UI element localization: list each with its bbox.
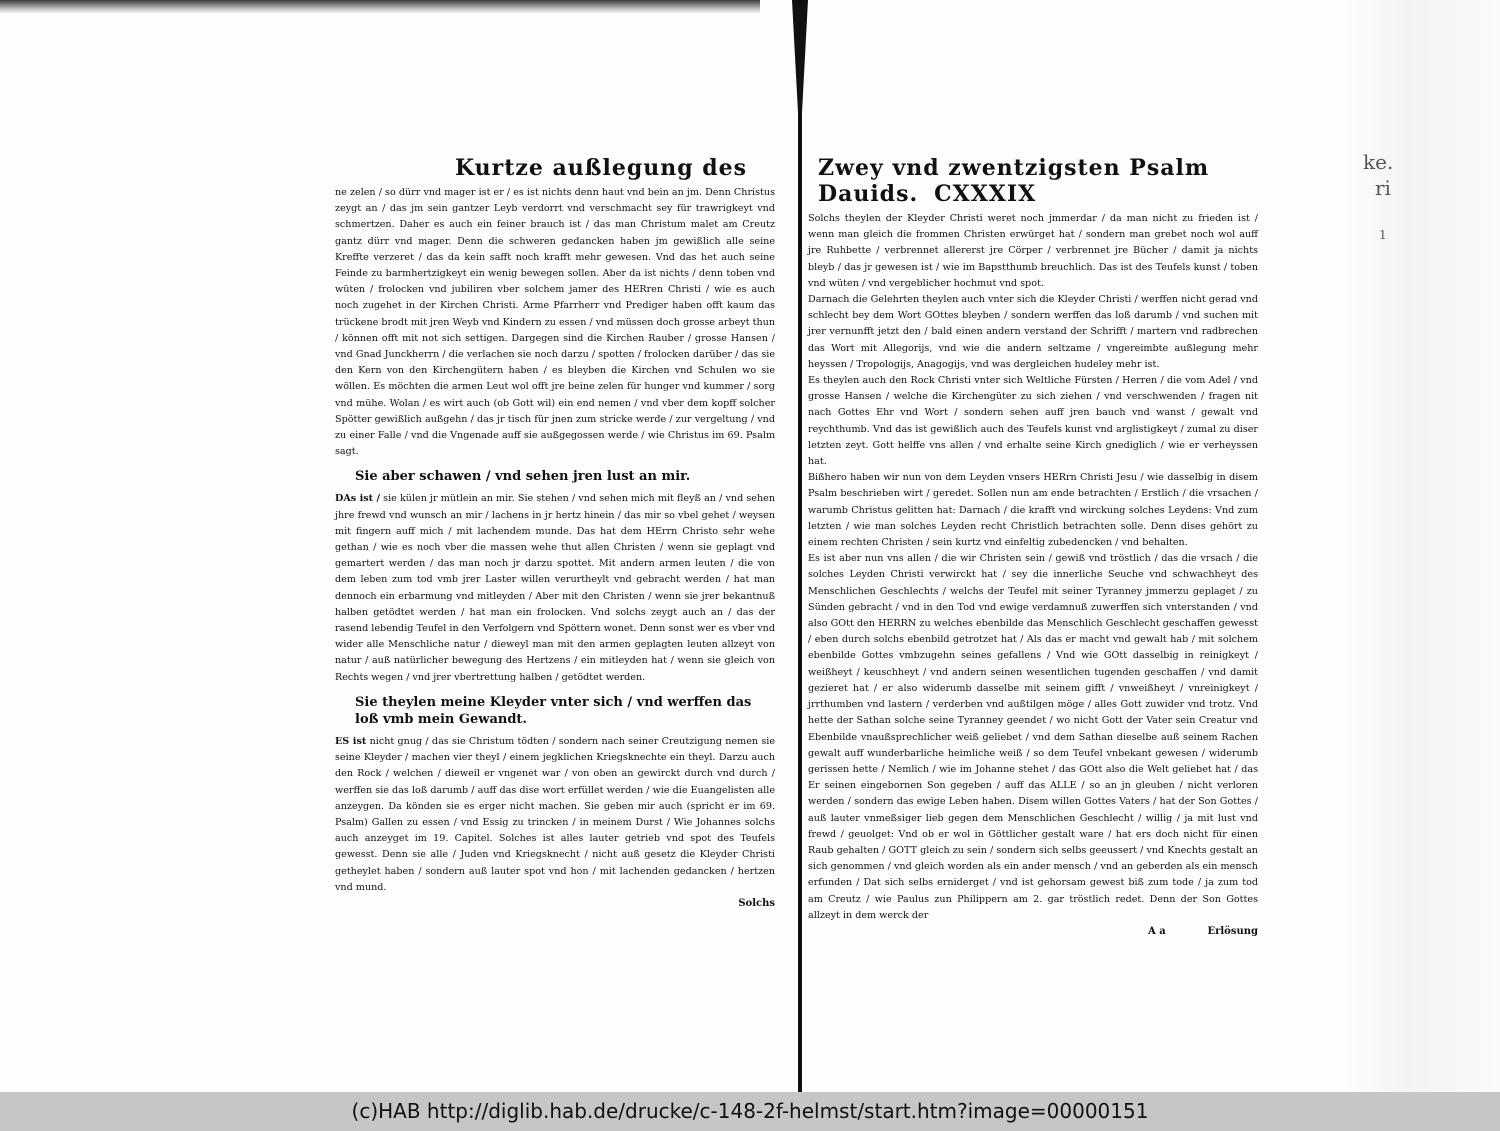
left-page xyxy=(335,155,775,909)
left-paragraph-1: ne zelen / so dürr vnd mager ist er / es ist nichts denn haut vnd bein an jm. Denn Christus zeygt an / das jm sein gantzer Leyb verdorrt vnd verschmacht sey für trawrigkeyt vnd schmertzen. Daher es auch ein feiner brauch ist / das man Christum malet am Creutz gantz dürr vnd mager. Denn die schweren gedancken haben jm gewißlich alle seine Kreffte verzeret / das da kein safft noch krafft mehr gewesen. Vnd das het auch seine Feinde zu barmhertzigkeyt ein wenig bewegen sollen. Aber da ist nichts / denn toben vnd wüten / frolocken vnd jubiliren vber solchem jamer des HERren Christi / wie es auch noch zugehet in der Kirchen Christi. Arme Pfarrherr vnd Prediger haben offt kaum das trückene brodt mit jren Weyb vnd Kindern zu essen / vnd müssen doch grosse arbeyt thun / können offt mit not sich settigen. Dargegen sind die Kirchen Rauber / grosse Hansen / vnd Gnad Junckherrn / die verlachen sie noch darzu / spotten / frolocken darüber / das sie den Kern von den Kirchengütern haben / es bleyben die Kirchen vnd Schulen wo sie wöllen. Es möchten die armen Leut wol offt jre beine zelen für hunger vnd kummer / sorg vnd mühe. Wolan / es wirt auch (ob Gott wil) ein end nemen / vnd vber dem kopff solcher Spötter gewißlich außgehn / das jr tisch für jnen zum stricke werde / zur vergeltung / vnd zu einer Falle / vnd die Vngenade auff sie außgegossen werde / wie Christus im 69. Psalm sagt. xyxy=(335,187,775,458)
left-running-header: Kurtze außlegung des xyxy=(455,155,748,181)
drop-initial-2: DAs ist / xyxy=(335,493,381,505)
left-paragraph-3-text: nicht gnug / das sie Christum tödten / sondern nach seiner Creutzigung nemen sie seine Kleyder / machen vier theyl / einem jegklichen Kriegsknechte ein theyl. Darzu auch den Rock / welchen / dieweil er vngenet war / von oben an gewirckt durch vnd durch / werffen sie das loß darumb / auff das dise wort erfüllet werden / wie die Euangelisten alle anzeygen. Da könden sie es erger nicht machen. Sie geben mir auch (spricht er im 69. Psalm) Gallen zu essen / vnd Essig zu trincken / in meinem Durst / Wie Johannes solchs auch anzeyget im 19. Capitel. Solches ist alles lauter getrieb vnd spot des Teufels gewesst. Denn sie alle / Juden vnd Kriegsknecht / nicht auß gesetz die Kleyder Christi getheylet haben / sondern auß lauter spot vnd hon / mit lachenden gedancken / hertzen vnd mund. xyxy=(335,735,775,893)
right-paragraph-3: Es theylen auch den Rock Christi vnter sich Weltliche Fürsten / Herren / die vom Adel / vnd grosse Hansen / welche die Kirchengüter zu sich ziehen / vnd verschwenden / fragen nit nach Gottes Ehr vnd Wort / sondern sehen auff jren bauch vnd wanst / gewalt vnd reychthumb. Vnd das ist gewißlich auch des Teufels kunst vnd arglistigkeyt / zumal zu diser letzten zeyt. Gott helffe vns allen / vnd erhalte seine Kirch gnediglich / wie er verheyssen hat. xyxy=(808,375,1258,468)
left-verse-heading-2: Sie theylen meine Kleyder vnter sich / vnd werffen das loß vmb mein Gewandt. xyxy=(355,694,752,727)
gutter-line xyxy=(798,60,802,1092)
right-paragraph-4: Bißhero haben wir nun von dem Leyden vnsers HERrn Christi Jesu / wie dasselbig in disem Psalm beschrieben wirt / geredet. Sollen nun am ende betrachten / Erstlich / die vrsachen / warumb Christus gelitten hat: Darnach / die krafft vnd wirckung solches Leydens: Vnd zum letzten / wie man solches Leyden recht Christlich betrachten solle. Denn dises gehört zu einem rechten Christen / sein kurtz vnd einfeltig zubedencken / vnd behalten. xyxy=(808,472,1258,549)
left-verse-heading-1: Sie aber schawen / vnd sehen jren lust an mir. xyxy=(355,469,691,485)
right-paragraph-2: Darnach die Gelehrten theylen auch vnter sich die Kleyder Christi / werffen nicht gerad vnd schlecht bey dem Wort GOttes bleyben / sondern werffen das loß darumb / vnd suchen mit jrer vernunfft jetzt den / bald einen andern verstand der Schrifft / martern vnd radbrechen das Wort mit Allegorijs, vnd wie die andern seltzame / vngereimbte außlegung mehr heyssen / Tropologijs, Anagogijs, vnd was dergleichen hudeley mehr ist. xyxy=(808,294,1258,370)
right-catchword: Erlösung xyxy=(1207,925,1258,937)
right-paragraph-1: Solchs theylen der Kleyder Christi weret noch jmmerdar / da man nicht zu frieden ist / wenn man gleich die frommen Christen erwürget hat / sondern man grebet noch wol auff jre Ruhbette / verbrennet allererst jre Cörper / verbrennet jre Bücher / damit ja nichts bleyb / das jr gewesen ist / wie im Bapstthumb breuchlich. Das ist des Teufels kunst / toben vnd wüten / vnd vergeblicher hochmut vnd spot. xyxy=(808,213,1258,289)
edge-mark-1: ke. xyxy=(1363,150,1394,174)
left-catchword: Solchs xyxy=(738,897,775,909)
page-top-shadow xyxy=(0,0,760,14)
copyright-footer: (c)HAB http://diglib.hab.de/drucke/c-148-2f-helmst/start.htm?image=00000151 xyxy=(0,1092,1500,1131)
right-page xyxy=(808,155,1258,937)
left-paragraph-2-text: sie külen jr mütlein an mir. Sie stehen / vnd sehen mich mit fleyß an / vnd sehen jhre frewd vnd wunsch an mir / lachens in jr hertz hinein / das mir so vbel gehet / weysen mit fingern auff mich / mit lachendem munde. Das hat dem HErrn Christo sehr wehe gethan / wie es noch vber die massen wehe thut allen Christen / wenn sie geplagt vnd gemartert werden / das man noch jr darzu spottet. Mit andern armen leuten / die von dem leben zum tod vmb jrer Laster willen verurtheylt vnd gebracht werden / hat man dennoch ein erbarmung vnd mitleyden / Aber mit den Christen / wenn sie jrer bekantnuß halben getödtet werden / hat man ein frolocken. Vnd solchs zeygt auch an / das der rasend lebendig Teufel in den Verfolgern vnd Spöttern wonet. Denn sonst wer es vber vnd wider alle Menschliche natur / dieweyl man mit den armen geplagten leuten allzeyt von natur / auß natürlicher bewegung des Hertzens / ein mitleyden hat / wenn sie gleich von Rechts wegen / vnd jrer vbertrettung halben / getödtet werden. xyxy=(335,493,775,683)
left-paragraph-2 xyxy=(335,491,775,685)
right-footline xyxy=(808,926,1258,937)
right-paragraph-5: Es ist aber nun vns allen / die wir Christen sein / gewiß vnd tröstlich / das die vrsach / die solches Leyden Christi verwirckt hat / sey die innerliche Seuche vnd schwachheyt des Menschlichen Geschlechts / welchs der Teufel mit seiner Tyranney jmmerzu geplaget / zu Sünden gebracht / vnd in den Tod vnd ewige verdamnuß zuwerffen sich vnterstanden / vnd also GOtt den HERRN zu welches ebenbilde das Menschlich Geschlecht geschaffen gewesst / eben durch solchs ebenbild getrotzet hat / Als das er macht vnd gewalt hab / mit solchem ebenbilde Gottes vmbzugehn seines gefallens / Vnd wie GOtt dasselbig in reinigkeyt / weißheyt / keuschheyt / vnd andern seinen wesentlichen tugenden geschaffen / vnd damit gezieret hat / er also widerumb dasselbe mit seinem gifft / vnweißheyt / vnreinigkeyt / jrrthumben vnd lastern / verderben vnd außtilgen möge / alles Gott zuwider vnd trotz. Vnd hette der Sathan solche seine Tyranney geendet / wo nicht Gott der Vater sein Creatur vnd Ebenbilde vnaußsprechlicher weiß geliebet / vnd dem Sathan dieselbe auß seinem Rachen gewalt auff wunderbarliche heimliche weiß / so dem Teufel vnbekant gewesen / widerumb gerissen hette / Nemlich / wie im Johanne stehet / das GOtt also die Welt geliebet hat / das Er seinen eingebornen Son gegeben / auff das ALLE / so an jn gleuben / nicht verloren werden / sondern das ewige Leben haben. Disem willen Gottes Vaters / hat der Son Gottes / auß lauter vnmeßsiger lieb gegen dem Menschlichen Geschlecht / willig / ja mit lust vnd frewd / geuolget: Vnd ob er wol in Göttlicher gestalt ware / hat ers doch nicht für einen Raub gehalten / GOTT gleich zu sein / sondern sich selbs geeussert / vnd Knechts gestalt an sich genommen / vnd gleich worden als ein ander mensch / vnd an geberden als ein mensch erfunden / Dat sich selbs erniderget / vnd ist gehorsam gewest biß zum tode / ja zum tod am Creutz / wie Paulus zun Philippern am 2. gar tröstlich redet. Denn der Son Gottes allzeyt in dem werck der xyxy=(808,553,1258,921)
edge-mark-3: 1 xyxy=(1379,228,1387,242)
right-running-header xyxy=(808,155,1258,207)
signature-mark: A a xyxy=(1147,925,1166,937)
left-paragraph-3 xyxy=(335,734,775,896)
drop-initial-3: ES ist xyxy=(335,735,367,747)
book-gutter xyxy=(792,0,808,1092)
edge-mark-2: ri xyxy=(1375,176,1391,200)
right-header-title: Zwey vnd zwentzigsten Psalm Dauids. xyxy=(818,155,1210,207)
folio-number: CXXXIX xyxy=(934,181,1037,207)
next-page-edge xyxy=(1345,0,1500,1092)
